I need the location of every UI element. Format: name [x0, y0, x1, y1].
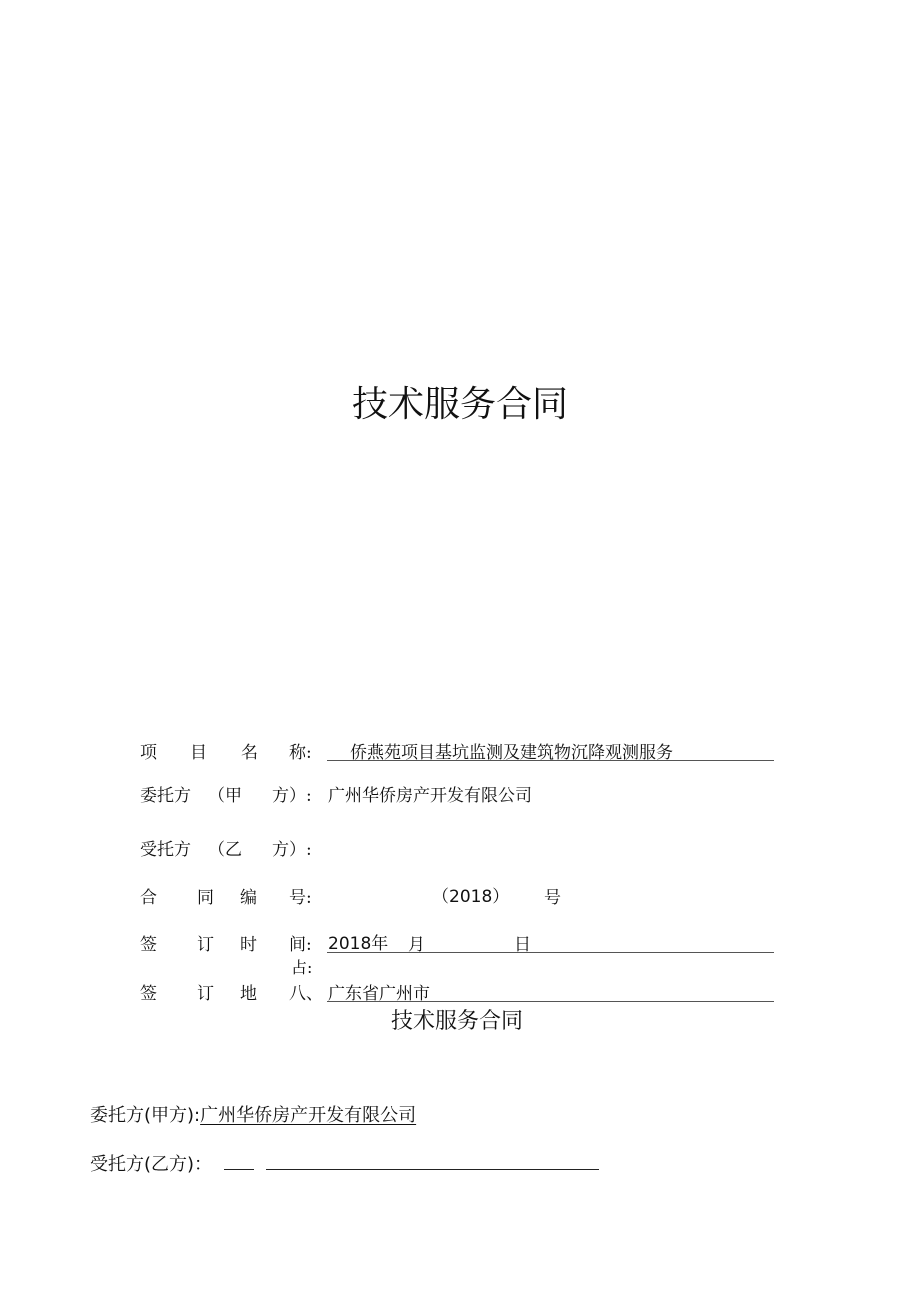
label-sign-place-char-1: 签 [140, 984, 157, 1004]
second-contractor-label: 受托方(乙方)： [90, 1154, 213, 1175]
label-contract-no-char-3: 编 [240, 888, 257, 908]
label-client-open: （甲 [208, 786, 242, 806]
project-name-value: 侨燕苑项目基坑监测及建筑物沉降观测服务 [350, 743, 673, 763]
label-project-name-char-2: 目 [190, 743, 207, 763]
label-project-name-char-1: 项 [140, 743, 157, 763]
cover-title: 技术服务合同 [351, 384, 568, 425]
label-contractor-prefix: 受托方 [140, 840, 191, 860]
label-project-name-char-3: 名 [241, 743, 258, 763]
label-client-close: 方）: [272, 786, 312, 806]
label-sign-place-dot: 占: [291, 958, 313, 977]
label-contract-no-char-4: 号: [289, 888, 312, 908]
project-name-underline [327, 760, 774, 761]
label-sign-place-char-2: 订 [197, 984, 214, 1004]
label-sign-place-char-3: 地 [240, 984, 257, 1004]
label-sign-time-char-4: 间: [289, 935, 312, 955]
sign-time-month: 月 [408, 935, 425, 955]
label-sign-time-char-3: 时 [240, 935, 257, 955]
second-contractor-row [90, 1150, 599, 1176]
label-sign-time-char-1: 签 [140, 935, 157, 955]
second-client-value: 广州华侨房产开发有限公司 [200, 1105, 417, 1126]
sign-place-underline [327, 1001, 774, 1002]
sign-time-year: 2018年 [328, 934, 389, 954]
label-contract-no-char-2: 同 [197, 888, 214, 908]
sign-time-underline [327, 952, 774, 953]
label-client-prefix: 委托方 [140, 786, 191, 806]
label-contractor-close: 方）: [272, 840, 312, 860]
second-page-title: 技术服务合同 [390, 1009, 523, 1034]
second-contractor-blank-long [266, 1155, 599, 1170]
label-sign-place-lead: 八、 [289, 984, 323, 1004]
second-client-label: 委托方(甲方): [90, 1105, 201, 1126]
sign-time-day: 日 [514, 935, 531, 955]
label-sign-time-char-2: 订 [197, 935, 214, 955]
label-contractor-open: （乙 [208, 840, 242, 860]
contract-no-year: （2018） [432, 887, 510, 907]
second-contractor-blank-short [224, 1155, 254, 1170]
label-contract-no-char-1: 合 [140, 888, 157, 908]
client-value: 广州华侨房产开发有限公司 [328, 786, 532, 806]
second-client-row [90, 1101, 416, 1127]
label-project-name-char-4: 称: [289, 743, 312, 763]
sign-place-value: 广东省广州市 [328, 984, 430, 1004]
contract-no-suffix: 号 [544, 888, 561, 908]
